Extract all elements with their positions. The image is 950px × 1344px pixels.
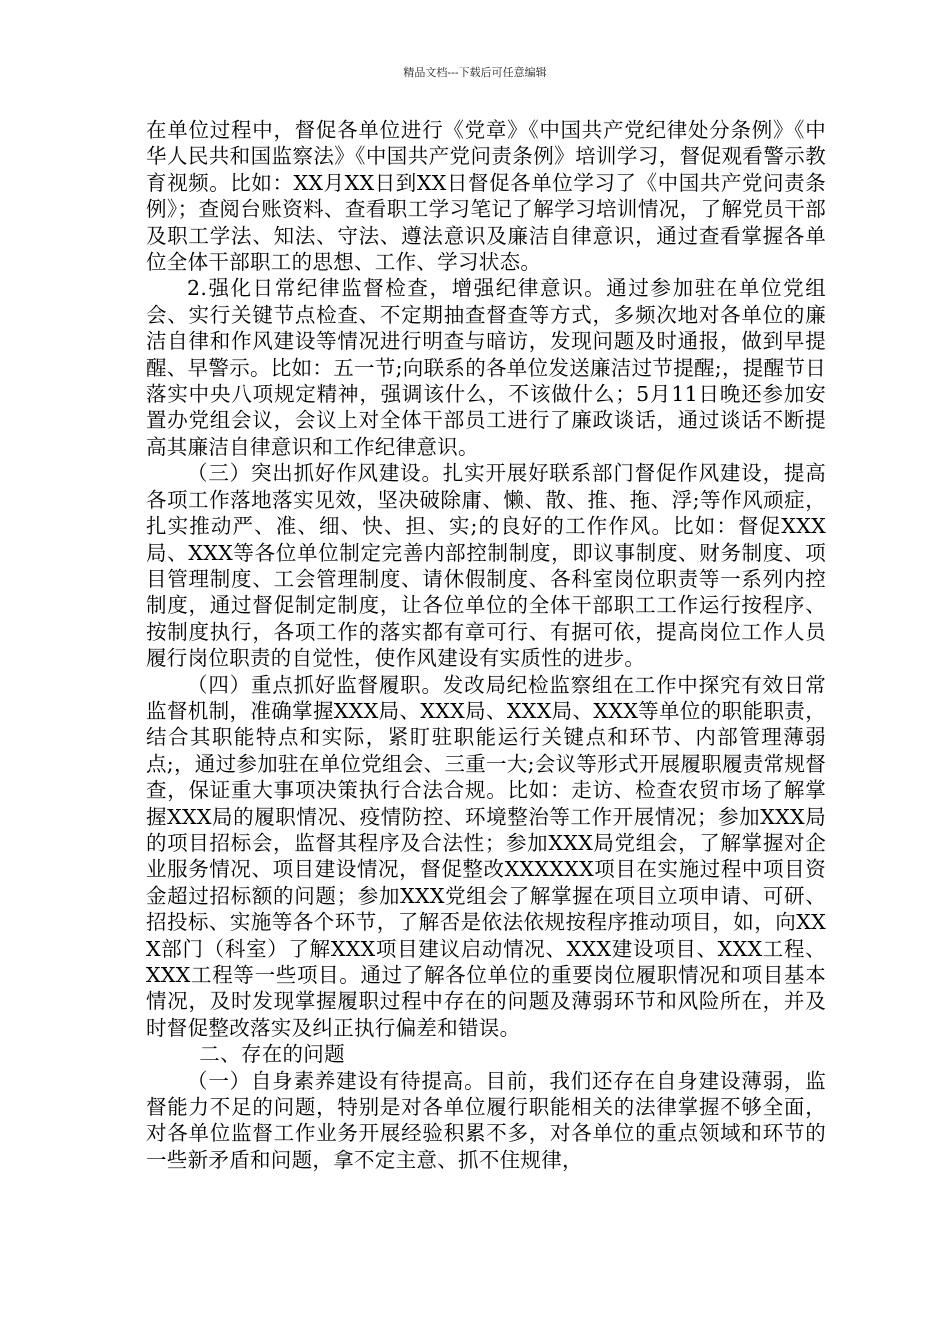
- document-body: [146, 117, 826, 1173]
- paragraph-self-improvement: （一）自身素养建设有待提高。目前，我们还存在自身建设薄弱，监督能力不足的问题，特别是对各单位履行职能相关的法律掌握不够全面，对各单位监督工作业务开展经验积累不多，对各单位的重点领域和环节的一些新矛盾和问题，拿不定主意、抓不住规律，: [146, 1068, 826, 1172]
- page-header: 精品文档---下载后可任意编辑: [403, 66, 547, 79]
- paragraph-duty-supervision: （四）重点抓好监督履职。发改局纪检监察组在工作中探究有效日常监督机制，准确掌握XXX局、XXX局、XXX局、XXX等单位的职能职责，结合其职能特点和实际，紧盯驻职能运行关键点和环节、内部管理薄弱点;，通过参加驻在单位党组会、三重一大;会议等形式开展履职履责常规督查，保证重大事项决策执行合法合规。比如：走访、检查农贸市场了解掌握XXX局的履职情况、疫情防控、环境整治等工作开展情况；参加XXX局的项目招标会，监督其程序及合法性；参加XXX局党组会，了解掌握对企业服务情况、项目建设情况，督促整改XXXXXX项目在实施过程中项目资金超过招标额的问题；参加XXX党组会了解掌握在项目立项申请、可研、招投标、实施等各个环节，了解否是依法依规按程序推动项目，如，向XXX部门（科室）了解XXX项目建议启动情况、XXX建设项目、XXX工程、XXX工程等一些项目。通过了解各位单位的重要岗位履职情况和项目基本情况，及时发现掌握履职过程中存在的问题及薄弱环节和风险所在，并及时督促整改落实及纠正执行偏差和错误。: [146, 672, 827, 1040]
- section-heading-problems: 二、存在的问题: [199, 1042, 345, 1067]
- paragraph-continuation: 在单位过程中，督促各单位进行《党章》《中国共产党纪律处分条例》《中华人民共和国监察法》《中国共产党问责条例》培训学习，督促观看警示教育视频。比如：XX月XX日到XX日督促各单位学习了《中国共产党问责条例》；查阅台账资料、查看职工学习笔记了解学习培训情况，了解党员干部及职工学法、知法、守法、遵法意识及廉洁自律意识，通过查看掌握各单位全体干部职工的思想、工作、学习状态。: [146, 118, 826, 275]
- paragraph-discipline-supervision: 2.强化日常纪律监督检查，增强纪律意识。通过参加驻在单位党组会、实行关键节点检查、不定期抽查督查等方式，多频次地对各单位的廉洁自律和作风建设等情况进行明查与暗访，发现问题及时通报，做到早提醒、早警示。比如：五一节;向联系的各单位发送廉洁过节提醒;，提醒节日落实中央八项规定精神，强调该什么，不该做什么；5月11日晚还参加安置办党组会议，会议上对全体干部员工进行了廉政谈话，通过谈话不断提高其廉洁自律意识和工作纪律意识。: [146, 276, 827, 459]
- paragraph-work-style: （三）突出抓好作风建设。扎实开展好联系部门督促作风建设，提高各项工作落地落实见效，坚决破除庸、懒、散、推、拖、浮;等作风顽症，扎实推动严、准、细、快、担、实;的良好的工作作风。比如：督促XXX局、XXX等各位单位制定完善内部控制制度，即议事制度、财务制度、项目管理制度、工会管理制度、请休假制度、各科室岗位职责等一系列内控制度，通过督促制定制度，让各位单位的全体干部职工工作运行按程序、按制度执行，各项工作的落实都有章可行、有据可依，提高岗位工作人员履行岗位职责的自觉性，使作风建设有实质性的进步。: [146, 461, 826, 671]
